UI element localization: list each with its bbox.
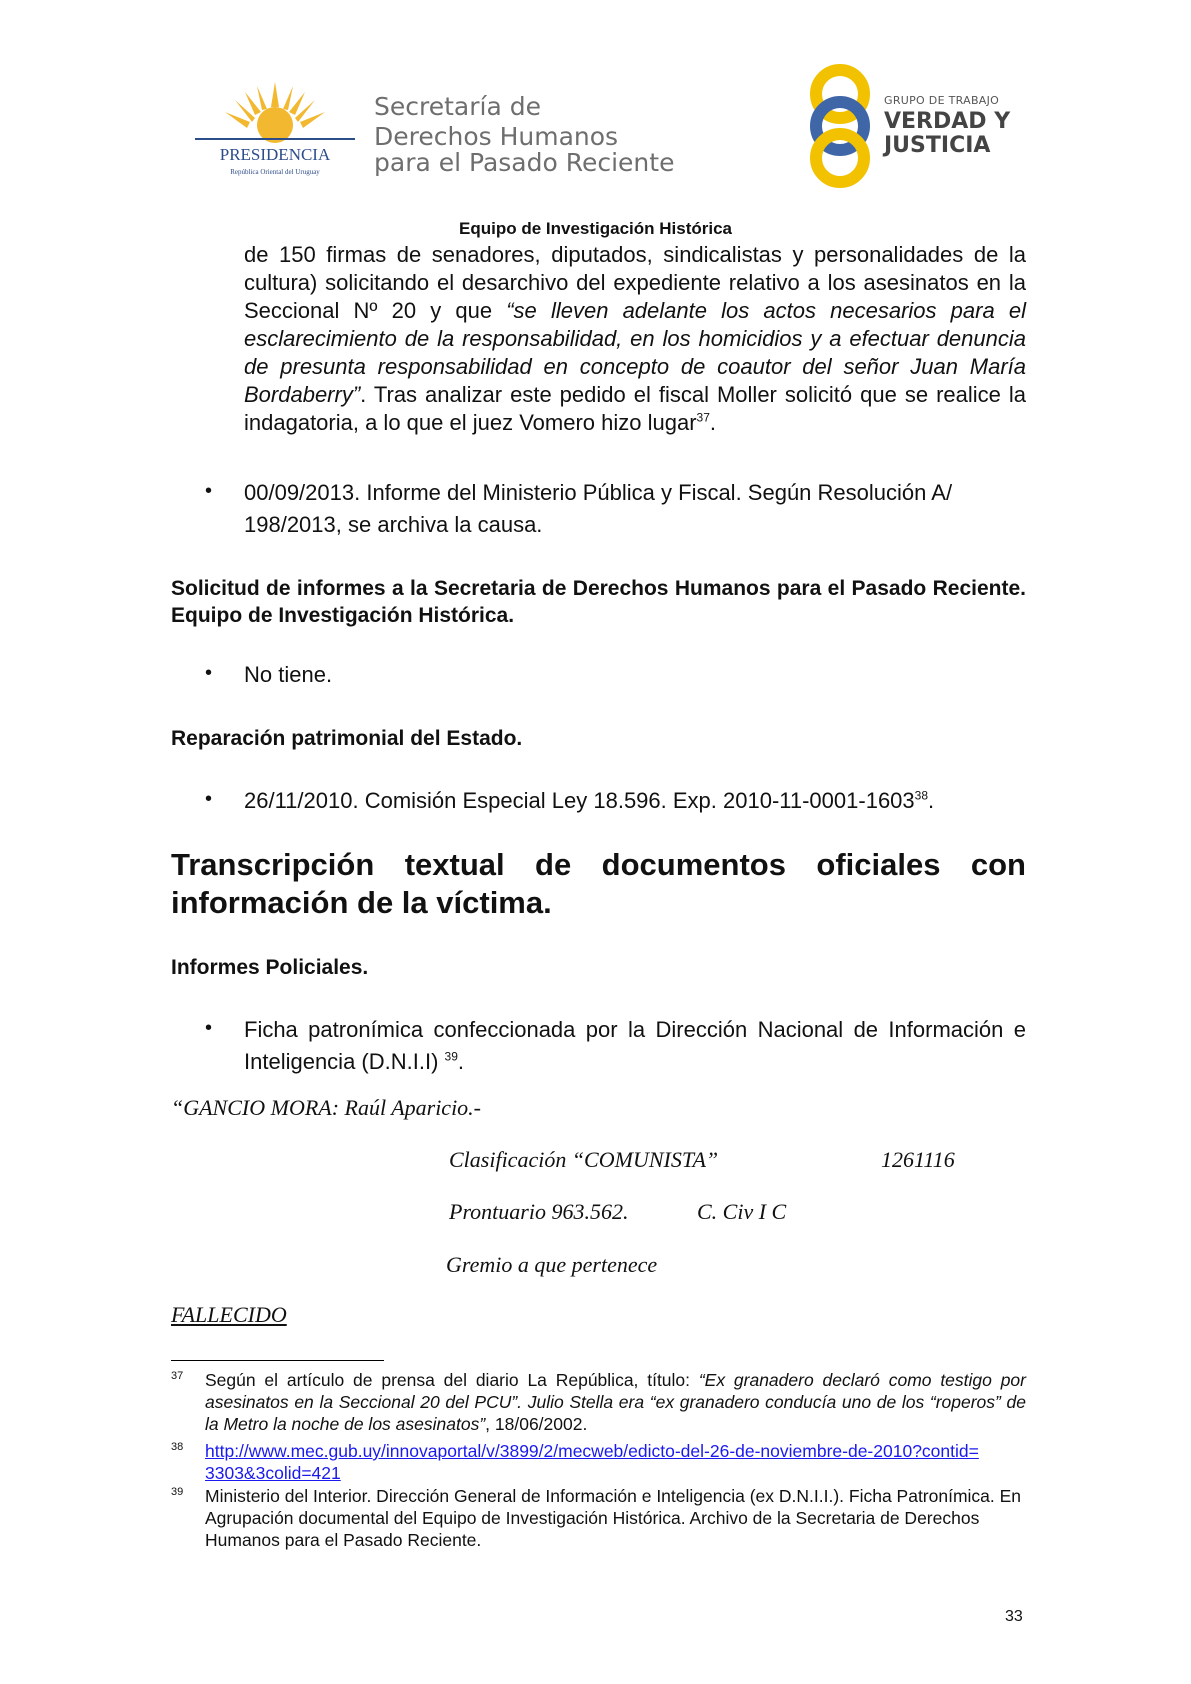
list-item-ficha-text: Ficha patronímica confeccionada por la Dirección Nacional de Información e Inteligencia (D.N.I.I) bbox=[244, 1017, 1026, 1074]
footnote-ref-38: 38 bbox=[914, 788, 929, 803]
list-item-no-tiene: No tiene. bbox=[244, 662, 333, 687]
footnote-ref-39: 39 bbox=[444, 1049, 458, 1064]
bullet-icon: • bbox=[205, 1017, 213, 1039]
team-title: Equipo de Investigación Histórica bbox=[459, 219, 732, 238]
grupo-line-1: VERDAD Y bbox=[884, 109, 1011, 134]
heading-transcripcion: Transcripción textual de documentos oficiales con información de la víctima. bbox=[171, 847, 1026, 920]
footnote-39: Ministerio del Interior. Dirección General de Información e Inteligencia (ex D.N.I.I.). Ficha Patronímica. En Agrupación documental del Equipo de Investigación Histórica. Archivo de la Secretaria de Derechos Humanos para el Pasado Reciente. bbox=[205, 1486, 1022, 1550]
footnote-ref-37: 37 bbox=[696, 410, 710, 425]
grupo-line-2: JUSTICIA bbox=[884, 133, 991, 158]
continuation-paragraph: de 150 firmas de senadores, diputados, sindicalistas y personalidades de la cultura) solicitando el desarchivo del expediente relativo a los asesinatos en la Seccional Nº 20 y que “se lleven adelante los actos necesarios para el esclarecimiento de la responsabilidad, en los homicidios y a efectuar denuncia de presunta responsabilidad en concepto de coautor del señor Juan María Bordaberry”. Tras analizar este pedido el fiscal Moller solicitó que se realice la indagatoria, a lo que el juez Vomero hizo lugar$^{37}$. bbox=[244, 242, 1026, 435]
transcript-civ: C. Civ I C bbox=[697, 1199, 787, 1224]
footnote-divider bbox=[171, 1360, 384, 1361]
footnote-37-post: , 18/06/2002. bbox=[485, 1414, 588, 1434]
linked-rings-icon bbox=[816, 70, 864, 182]
list-item-ficha: Ficha patronímica confeccionada por la Dirección Nacional de Información e Inteligencia (D.N.I.I) $^{39}$. bbox=[244, 1017, 1026, 1074]
grupo-small-label: GRUPO DE TRABAJO bbox=[884, 94, 1000, 107]
footnote-38-link[interactable]: http://www.mec.gub.uy/innovaportal/v/3899/2/mecweb/edicto-del-26-de-noviembre-de-2010?contid=3303&3colid=421 bbox=[205, 1441, 979, 1483]
footnote-38 bbox=[205, 1440, 985, 1484]
presidencia-subtitle: República Oriental del Uruguay bbox=[230, 168, 320, 176]
secretaria-line-3: para el Pasado Reciente bbox=[374, 148, 675, 177]
presidencia-logo bbox=[195, 80, 355, 180]
footnote-number: 38 bbox=[171, 1441, 184, 1453]
transcript-clasificacion: Clasificación “COMUNISTA” bbox=[449, 1147, 719, 1172]
verdad-justicia-logo bbox=[808, 62, 1038, 190]
footnote-37-title: “Ex granadero declaró como testigo por asesinatos en la Seccional 20 del PCU”. Julio Stella era “ex granadero conducía uno de los “roperos” de la Metro la noche de los asesinatos” bbox=[205, 1370, 1026, 1434]
secretaria-line-1: Secretaría de bbox=[374, 92, 541, 121]
transcript-fallecido: FALLECIDO bbox=[171, 1302, 287, 1327]
transcript-prontuario: Prontuario 963.562. bbox=[449, 1199, 629, 1224]
footnote-37-pre: Según el artículo de prensa del diario La República, título: bbox=[205, 1370, 699, 1390]
footnote-37 bbox=[205, 1369, 1026, 1435]
bullet-icon: • bbox=[205, 480, 213, 502]
transcript-name: “GANCIO MORA: Raúl Aparicio.- bbox=[171, 1095, 482, 1120]
footnote-number: 39 bbox=[171, 1486, 184, 1498]
sun-icon bbox=[225, 82, 325, 143]
list-item-2013: 00/09/2013. Informe del Ministerio Pública y Fiscal. Según Resolución A/ 198/2013, se archiva la causa. bbox=[244, 480, 953, 537]
footnote-number: 37 bbox=[171, 1370, 184, 1382]
secretaria-line-2: Derechos Humanos bbox=[374, 122, 619, 151]
heading-solicitud: Solicitud de informes a la Secretaria de Derechos Humanos para el Pasado Reciente. Equipo de Investigación Histórica. bbox=[171, 577, 1026, 627]
transcript-gremio: Gremio a que pertenece bbox=[446, 1252, 658, 1277]
heading-informes-policiales: Informes Policiales. bbox=[171, 956, 369, 979]
list-item-2010: 26/11/2010. Comisión Especial Ley 18.596. Exp. 2010-11-0001-1603$^{38}$. bbox=[244, 788, 935, 813]
bullet-icon: • bbox=[205, 788, 213, 810]
paragraph-text-b: . Tras analizar este pedido el fiscal Moller solicitó que se realice la indagatoria, a lo que el juez Vomero hizo lugar bbox=[244, 382, 1026, 435]
transcript-number: 1261116 bbox=[881, 1147, 955, 1172]
heading-reparacion: Reparación patrimonial del Estado. bbox=[171, 727, 523, 750]
paragraph-quote: “se lleven adelante los actos necesarios para el esclarecimiento de la responsabilidad, en los homicidios y a efectuar denuncia de presunta responsabilidad en concepto de coautor del señor Juan María Bordaberry” bbox=[244, 298, 1026, 407]
bullet-icon: • bbox=[205, 662, 213, 684]
list-item-2010-text: 26/11/2010. Comisión Especial Ley 18.596. Exp. 2010-11-0001-1603 bbox=[244, 788, 915, 813]
presidencia-name: PRESIDENCIA bbox=[219, 145, 331, 164]
paragraph-text-a: de 150 firmas de senadores, diputados, sindicalistas y personalidades de la cultura) solicitando el desarchivo del expediente relativo a los asesinatos en la Seccional Nº 20 y que bbox=[244, 242, 1026, 323]
page-number: 33 bbox=[1005, 1608, 1023, 1625]
